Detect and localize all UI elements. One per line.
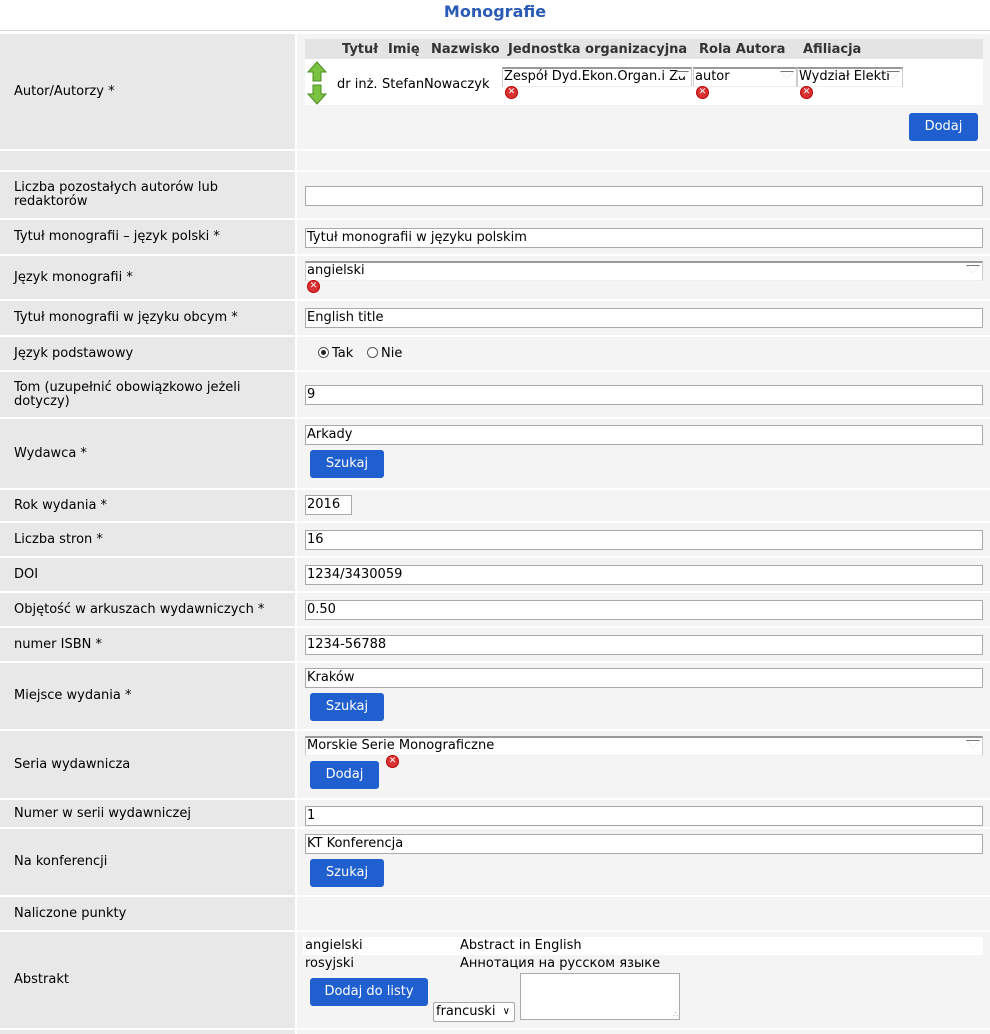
volume-input[interactable]: 9 <box>305 385 983 405</box>
unit-select[interactable]: Zespół Dyd.Ekon.Organ.i Za <box>502 67 692 87</box>
radio-nie-label: Nie <box>381 346 403 361</box>
resize-handle-icon[interactable]: ∴ <box>672 1010 678 1019</box>
add-to-list-button[interactable]: Dodaj do listy <box>310 978 428 1006</box>
label-publisher: Wydawca * <box>0 419 295 488</box>
label-place: Miejsce wydania * <box>0 663 295 729</box>
remove-language-icon[interactable]: ✕ <box>309 281 318 291</box>
publisher-input[interactable]: Arkady <box>305 425 983 445</box>
role-select[interactable]: autor <box>693 67 797 87</box>
col-nazwisko: Nazwisko <box>431 42 500 57</box>
label-conference: Na konferencji <box>0 829 295 895</box>
remove-affiliation-icon[interactable]: ✕ <box>802 87 811 97</box>
label-doi: DOI <box>0 558 295 591</box>
field-abstract <box>297 932 990 1028</box>
col-afiliacja: Afiliacja <box>803 42 862 57</box>
field-title-pl <box>297 220 990 254</box>
field-place <box>297 663 990 729</box>
field-year <box>297 490 990 521</box>
field-series <box>297 731 990 798</box>
add-series-button[interactable]: Dodaj <box>310 761 379 789</box>
label-isbn: numer ISBN * <box>0 628 295 661</box>
field-publisher <box>297 419 990 488</box>
label-year: Rok wydania * <box>0 490 295 521</box>
label-other-authors: Liczba pozostałych autorów lub redaktorów <box>0 172 295 218</box>
field-doi <box>297 558 990 591</box>
title-pl-input[interactable]: Tytuł monografii w języku polskim <box>305 228 983 248</box>
isbn-input[interactable]: 1234-56788 <box>305 635 983 655</box>
label-volume-sheets: Objętość w arkuszach wydawniczych * <box>0 593 295 626</box>
title-foreign-input[interactable]: English title <box>305 308 983 328</box>
abstract-language-select[interactable]: francuski ∨ <box>433 1002 515 1022</box>
field-conference <box>297 829 990 895</box>
label-language: Język monografii * <box>0 256 295 299</box>
label-series: Seria wydawnicza <box>0 731 295 798</box>
add-author-button[interactable]: Dodaj <box>909 113 978 141</box>
remove-unit-icon[interactable]: ✕ <box>507 87 516 97</box>
abstract-textarea[interactable] <box>520 973 680 1020</box>
label-pages: Liczba stron * <box>0 523 295 556</box>
chevron-down-icon: ∨ <box>502 1006 510 1017</box>
field-title-foreign <box>297 301 990 335</box>
volume-sheets-input[interactable]: 0.50 <box>305 600 983 620</box>
label-title-pl: Tytuł monografii – język polski * <box>0 220 295 254</box>
label-title-foreign: Tytuł monografii w języku obcym * <box>0 301 295 335</box>
label-next-row <box>0 1030 295 1034</box>
radio-nie[interactable] <box>367 347 378 358</box>
author-last-name: Nowaczyk <box>424 77 490 92</box>
field-isbn <box>297 628 990 661</box>
label-authors: Autor/Autorzy * <box>0 34 295 149</box>
field-series-number <box>297 800 990 827</box>
radio-tak[interactable] <box>318 347 329 358</box>
col-imie: Imię <box>388 42 420 57</box>
abstract-text-1: Abstract in English <box>460 938 582 953</box>
abstract-text-2: Аннотация на русском языке <box>460 956 661 971</box>
field-volume <box>297 372 990 417</box>
label-series-number: Numer w serii wydawniczej <box>0 800 295 827</box>
language-select[interactable]: angielski <box>305 261 983 281</box>
affiliation-select[interactable]: Wydział Elektr <box>797 67 903 87</box>
field-next-row <box>297 1030 990 1034</box>
move-arrows-icon[interactable] <box>307 61 327 105</box>
spacer-label <box>0 151 295 170</box>
conference-input[interactable]: KT Konferencja <box>305 834 983 854</box>
label-points: Naliczone punkty <box>0 897 295 930</box>
pages-input[interactable]: 16 <box>305 530 983 550</box>
radio-tak-label: Tak <box>332 346 354 361</box>
col-jednostka: Jednostka organizacyjna <box>508 42 688 57</box>
field-language <box>297 256 990 299</box>
field-other-authors <box>297 172 990 218</box>
label-volume: Tom (uzupełnić obowiązkowo jeżeli dotyczy) <box>0 372 295 417</box>
spacer-field <box>297 151 990 170</box>
publisher-search-button[interactable]: Szukaj <box>310 450 384 478</box>
abstract-lang-2: rosyjski <box>305 956 355 971</box>
series-number-input[interactable]: 1 <box>305 806 983 826</box>
year-input[interactable]: 2016 <box>305 495 352 515</box>
place-search-button[interactable]: Szukaj <box>310 693 384 721</box>
page-title: Monografie <box>0 0 990 31</box>
series-select[interactable]: Morskie Serie Monograficzne <box>305 736 983 756</box>
remove-series-icon[interactable]: ✕ <box>388 756 397 766</box>
other-authors-input[interactable] <box>305 186 983 206</box>
abstract-row-bg <box>303 937 983 955</box>
col-rola: Rola Autora <box>699 42 786 57</box>
author-title: dr inż. <box>337 77 378 92</box>
field-points <box>297 897 990 930</box>
field-pages <box>297 523 990 556</box>
col-tytul: Tytuł <box>342 42 379 57</box>
abstract-lang-1: angielski <box>305 938 363 953</box>
place-input[interactable]: Kraków <box>305 668 983 688</box>
conference-search-button[interactable]: Szukaj <box>310 859 384 887</box>
remove-role-icon[interactable]: ✕ <box>698 87 707 97</box>
doi-input[interactable]: 1234/3430059 <box>305 565 983 585</box>
field-primary-language <box>297 337 990 370</box>
author-first-name: Stefan <box>382 77 425 92</box>
field-volume-sheets <box>297 593 990 626</box>
label-primary-language: Język podstawowy <box>0 337 295 370</box>
label-abstract: Abstrakt <box>0 932 295 1028</box>
